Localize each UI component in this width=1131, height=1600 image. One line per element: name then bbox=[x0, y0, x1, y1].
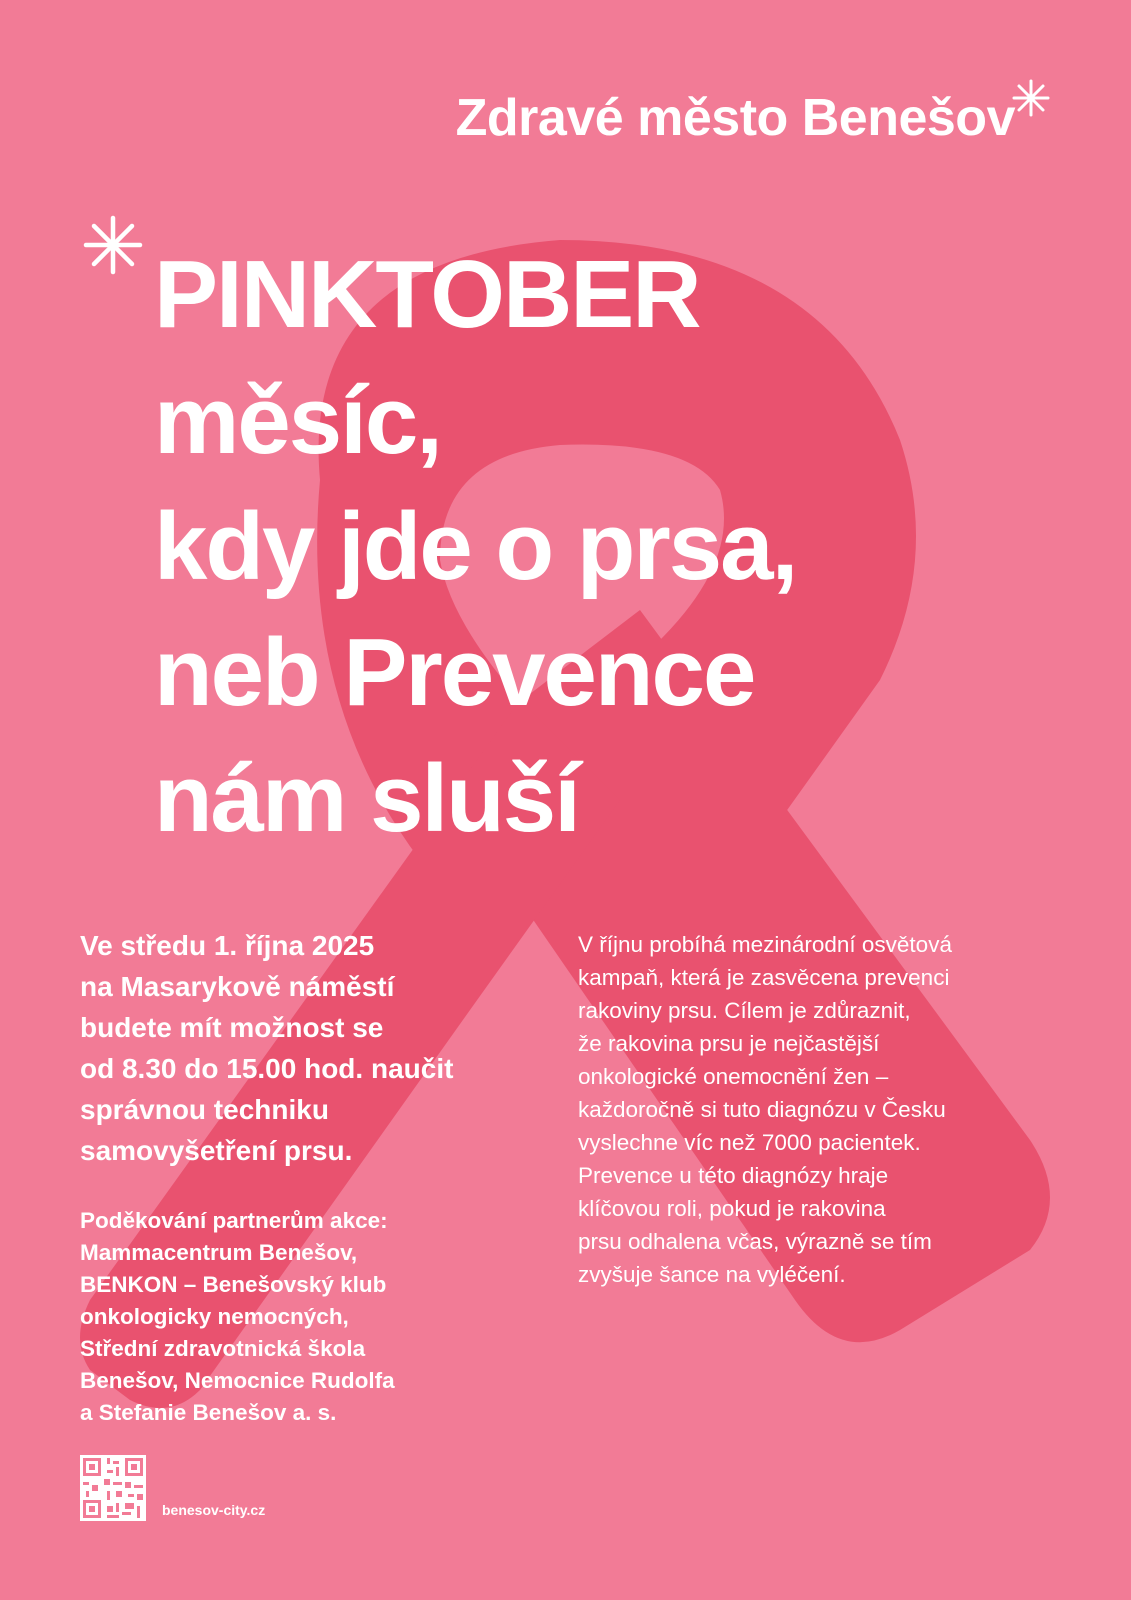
thanks-line: BENKON – Benešovský klub bbox=[80, 1272, 387, 1297]
about-line: klíčovou roli, pokud je rakovina bbox=[578, 1196, 886, 1221]
about-line: zvyšuje šance na vyléčení. bbox=[578, 1262, 846, 1287]
headline-line: měsíc, bbox=[154, 367, 441, 474]
headline-line: kdy jde o prsa, bbox=[154, 493, 797, 600]
thanks-line: onkologicky nemocných, bbox=[80, 1304, 349, 1329]
thanks-line: Benešov, Nemocnice Rudolfa bbox=[80, 1368, 395, 1393]
headline-line: PINKTOBER bbox=[154, 241, 700, 348]
event-info bbox=[80, 925, 550, 1171]
brand-title: Zdravé město Benešov bbox=[455, 89, 1015, 147]
about-line: V říjnu probíhá mezinárodní osvětová bbox=[578, 932, 952, 957]
about-line: vyslechne víc než 7000 pacientek. bbox=[578, 1130, 921, 1155]
about-line: prsu odhalena včas, výrazně se tím bbox=[578, 1229, 932, 1254]
about-line: že rakovina prsu je nejčastější bbox=[578, 1031, 880, 1056]
about-line: Prevence u této diagnózy hraje bbox=[578, 1163, 889, 1188]
sparkle-icon bbox=[82, 214, 144, 276]
headline-line: nám sluší bbox=[154, 745, 579, 852]
event-line: samovyšetření prsu. bbox=[80, 1135, 353, 1166]
thanks-line: Střední zdravotnická škola bbox=[80, 1336, 366, 1361]
about-line: rakoviny prsu. Cílem je zdůraznit, bbox=[578, 998, 911, 1023]
about-line: onkologické onemocnění žen – bbox=[578, 1064, 889, 1089]
headline-line: neb Prevence bbox=[154, 619, 755, 726]
event-line: správnou techniku bbox=[80, 1094, 329, 1125]
event-line: od 8.30 do 15.00 hod. naučit bbox=[80, 1053, 454, 1084]
headline bbox=[154, 232, 796, 862]
thanks-line: Mammacentrum Benešov, bbox=[80, 1240, 358, 1265]
about-line: kampaň, která je zasvěcena prevenci bbox=[578, 965, 950, 990]
sparkle-icon bbox=[1011, 78, 1051, 118]
thanks-line: a Stefanie Benešov a. s. bbox=[80, 1400, 337, 1425]
partners-thanks bbox=[80, 1205, 550, 1429]
thanks-line: Poděkování partnerům akce: bbox=[80, 1208, 388, 1233]
event-line: na Masarykově náměstí bbox=[80, 971, 395, 1002]
about-line: každoročně si tuto diagnózu v Česku bbox=[578, 1097, 946, 1122]
campaign-description bbox=[578, 928, 1058, 1291]
event-line: Ve středu 1. října 2025 bbox=[80, 930, 375, 961]
website-link[interactable]: benesov-city.cz bbox=[162, 1502, 266, 1518]
qr-code-icon[interactable] bbox=[80, 1455, 146, 1521]
event-line: budete mít možnost se bbox=[80, 1012, 384, 1043]
